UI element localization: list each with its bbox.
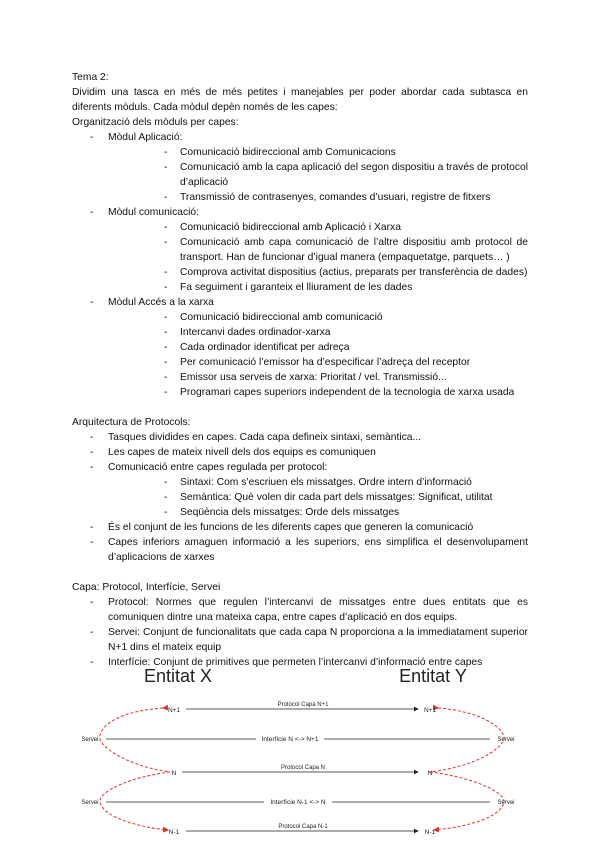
servei-label-left-lower: Servei <box>81 800 99 806</box>
module-items <box>144 220 528 295</box>
layer-n-plus-left: N+1 <box>167 707 181 714</box>
list-item: - Intercanvi dades ordinador-xarxa <box>108 325 528 340</box>
list-item: - Comunicació bidireccional amb Aplicació i Xarxa <box>108 220 528 235</box>
list-item: - Semàntica: Què volen dir cada part dels missatges: Significat, utilitat <box>108 490 528 505</box>
layers-diagram <box>78 662 528 842</box>
layer-n-minus-right: N-1 <box>424 829 436 836</box>
servei-arc-right-lower <box>427 770 504 830</box>
intro-paragraph: Dividim una tasca en més de més petites i manejables per poder abordar cada subtasca en diferents mòduls. Cada mòdul depèn només de les capes: <box>72 87 528 113</box>
list-item: - Tasques dividides en capes. Cada capa defineix sintaxi, semàntica... <box>72 430 528 445</box>
module-comunicacio <box>72 205 528 295</box>
list-item: - Comunicació amb capa comunicació de l’altre dispositiu amb protocol de transport. Han de funcionar d’igual manera (empaquetatge, parquets… ) <box>108 235 528 265</box>
arquitectura-title: Arquitectura de Protocols: <box>72 417 191 428</box>
organization-title: Organització dels mòduls per capes: <box>72 117 239 128</box>
layer-n-left: N <box>171 770 177 777</box>
list-item: - És el conjunt de les funcions de les diferents capes que generen la comunicació <box>72 520 528 535</box>
module-items <box>144 145 528 205</box>
module-aplicacio <box>72 130 528 205</box>
servei-arc-right-upper <box>430 708 504 772</box>
module-items <box>144 310 528 400</box>
document-body <box>72 70 528 670</box>
modules-list <box>72 130 528 400</box>
layer-n-plus-right: N+1 <box>423 707 437 714</box>
layers-diagram-svg <box>78 662 528 842</box>
layer-n-minus-left: N-1 <box>168 829 180 836</box>
servei-label-right-upper: Servei <box>497 737 515 743</box>
list-item: - Capes inferiors amaguen informació a les superiors, ens simplifica el desenvolupament d’aplicacions de xarxes <box>72 535 528 565</box>
interficie-lower-label: Interfície N-1 <-> N <box>270 799 326 806</box>
list-item: - Cada ordinador identificat per adreça <box>108 340 528 355</box>
list-item: - Protocol: Normes que regulen l’intercanvi de missatges entre dues entitats que es comuniquen dintre una mateixa capa, entre capes d’aplicació en dos equips. <box>72 595 528 625</box>
protocol-n-plus-label: Protocol Capa N+1 <box>277 702 329 708</box>
list-item: - Comprova activitat dispositius (actius, preparats per transferència de dades) <box>108 265 528 280</box>
servei-label-left-upper: Servei <box>81 737 99 743</box>
list-item: - Servei: Conjunt de funcionalitats que cada capa N proporciona a la immediatament superior N+1 dins el mateix equip <box>72 625 528 655</box>
list-item: - Emissor usa serveis de xarxa: Prioritat / vel. Transmissió... <box>108 370 528 385</box>
module-acces-xarxa <box>72 295 528 400</box>
list-item: - Fa seguiment i garanteix el lliurament de les dades <box>108 280 528 295</box>
list-item: - Per comunicació l’emissor ha d’especificar l’adreça del receptor <box>108 355 528 370</box>
list-item: - Interfície: Conjunt de primitives que permeten l’intercanvi d’informació entre capes <box>72 655 528 670</box>
tema-heading: Tema 2: <box>72 72 109 83</box>
list-item: - Comunicació bidireccional amb Comunicacions <box>108 145 528 160</box>
list-item: - Comunicació amb la capa aplicació del segon dispositiu a través de protocol d’aplicació <box>108 160 528 190</box>
interficie-upper-label: Interfície N <-> N+1 <box>261 736 319 743</box>
entitat-y-label: Entitat Y <box>399 666 467 686</box>
list-item: - Comunicació bidireccional amb comunicació <box>108 310 528 325</box>
protocol-n-minus-label: Protocol Capa N-1 <box>278 824 328 830</box>
list-item <box>72 460 528 520</box>
servei-arc-left-lower <box>100 772 170 830</box>
capa-title: Capa: Protocol, Interfície, Servei <box>72 582 221 593</box>
list-item: - Seqüència dels missatges: Orde dels missatges <box>108 505 528 520</box>
list-item: - Les capes de mateix nivell dels dos equips es comuniquen <box>72 445 528 460</box>
protocol-aspects <box>144 475 528 520</box>
protocol-n-label: Protocol Capa N <box>280 765 326 771</box>
arquitectura-list <box>72 430 528 565</box>
entitat-x-label: Entitat X <box>143 666 213 686</box>
list-item: - Transmissió de contrasenyes, comandes d’usuari, registre de fitxers <box>108 190 528 205</box>
module-title: Mòdul Accés a la xarxa <box>108 297 214 308</box>
module-title: Mòdul Aplicació: <box>108 132 183 143</box>
servei-arc-left-upper <box>100 708 170 772</box>
layer-n-right: N <box>427 770 433 777</box>
capa-list <box>72 595 528 670</box>
servei-label-right-lower: Servei <box>497 800 515 806</box>
list-item: - Programari capes superiors independent de la tecnologia de xarxa usada <box>108 385 528 400</box>
list-item: - Sintaxi: Com s’escriuen els missatges. Ordre intern d’informació <box>108 475 528 490</box>
list-item-text: Comunicació entre capes regulada per protocol: <box>108 462 328 473</box>
module-title: Mòdul comunicació: <box>108 207 199 218</box>
